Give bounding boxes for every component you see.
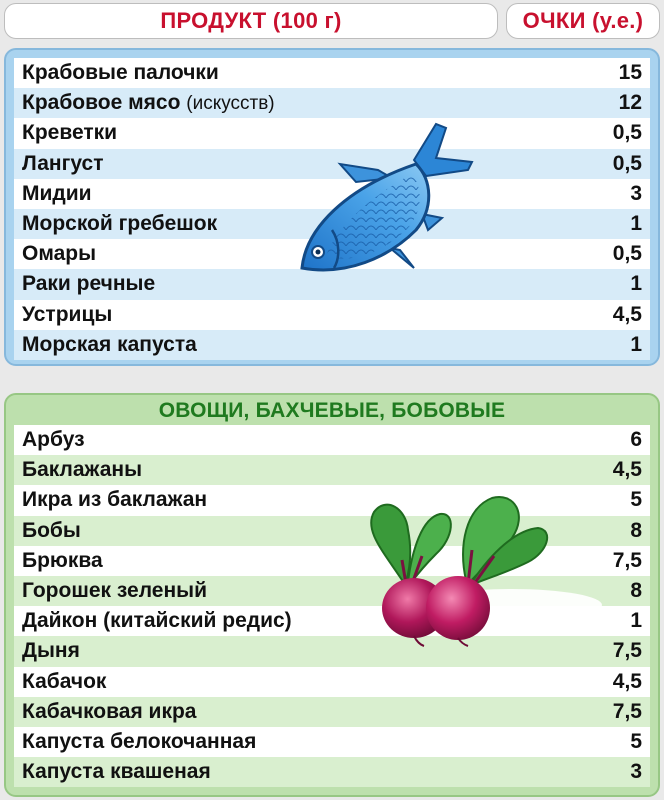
- product-note: (искусств): [186, 93, 275, 115]
- table-row: [14, 606, 650, 636]
- table-row: [14, 425, 650, 455]
- product-name: Раки речные: [22, 272, 156, 296]
- product-name: Омары: [22, 242, 97, 266]
- table-row: [14, 149, 650, 179]
- vegetables-list: [14, 425, 650, 787]
- vegetables-section: [4, 393, 660, 797]
- table-row: [14, 516, 650, 546]
- product-points: 15: [618, 61, 642, 85]
- table-row: [14, 455, 650, 485]
- table-row: [14, 757, 650, 787]
- product-name: Бобы: [22, 518, 81, 542]
- product-name: Икра из баклажан: [22, 488, 208, 512]
- product-points: 1: [630, 609, 642, 633]
- table-row: [14, 667, 650, 697]
- product-name: Арбуз: [22, 428, 85, 452]
- product-points: 3: [630, 181, 642, 205]
- product-points: 12: [618, 91, 642, 115]
- product-name: Морской гребешок: [22, 212, 218, 236]
- product-name: Горошек зеленый: [22, 579, 207, 603]
- product-name: Брюква: [22, 548, 103, 572]
- table-row: [14, 58, 650, 88]
- table-row: [14, 697, 650, 727]
- table-row: [14, 485, 650, 515]
- product-name: Баклажаны: [22, 458, 143, 482]
- product-name: Устрицы: [22, 302, 113, 326]
- product-points: 8: [630, 518, 642, 542]
- table-row: [14, 209, 650, 239]
- product-name: Мидии: [22, 181, 92, 205]
- table-row: [14, 300, 650, 330]
- product-name: Кабачок: [22, 669, 107, 693]
- product-name: Кабачковая икра: [22, 699, 197, 723]
- product-name: Крабовые палочки: [22, 61, 219, 85]
- product-header-label: ПРОДУКТ (100 г): [160, 8, 342, 33]
- product-name: Креветки: [22, 121, 118, 145]
- section-title: ОВОЩИ, БАХЧЕВЫЕ, БОБОВЫЕ: [158, 399, 506, 422]
- product-points: 7,5: [612, 639, 642, 663]
- product-points: 4,5: [612, 669, 642, 693]
- product-name: Капуста белокочанная: [22, 729, 257, 753]
- product-points: 4,5: [612, 458, 642, 482]
- points-header-label: ОЧКИ (у.е.): [522, 8, 644, 33]
- product-points: 5: [630, 488, 642, 512]
- table-row: [14, 576, 650, 606]
- product-name: Дайкон (китайский редис): [22, 609, 292, 633]
- product-points: 6: [630, 428, 642, 452]
- table-row: [14, 88, 650, 118]
- table-row: [14, 727, 650, 757]
- product-name: Дыня: [22, 639, 80, 663]
- points-column-header: [506, 3, 660, 39]
- product-points: 1: [630, 212, 642, 236]
- product-points: 5: [630, 729, 642, 753]
- product-points: 4,5: [612, 302, 642, 326]
- product-points: 7,5: [612, 548, 642, 572]
- table-row: [14, 546, 650, 576]
- table-row: [14, 118, 650, 148]
- product-points: 0,5: [612, 121, 642, 145]
- product-name: Лангуст: [22, 151, 104, 175]
- seafood-list: [14, 58, 650, 360]
- table-row: [14, 179, 650, 209]
- product-points: 8: [630, 579, 642, 603]
- product-points: 1: [630, 332, 642, 356]
- product-name: Морская капуста: [22, 332, 197, 356]
- product-name: Крабовое мясо (искусств): [22, 91, 275, 115]
- table-row: [14, 239, 650, 269]
- product-points: 1: [630, 272, 642, 296]
- product-column-header: [4, 3, 498, 39]
- product-name: Капуста квашеная: [22, 760, 211, 784]
- product-points: 0,5: [612, 242, 642, 266]
- product-points: 3: [630, 760, 642, 784]
- table-row: [14, 330, 650, 360]
- table-row: [14, 636, 650, 666]
- product-points: 7,5: [612, 699, 642, 723]
- product-points: 0,5: [612, 151, 642, 175]
- seafood-section: [4, 48, 660, 366]
- table-row: [14, 269, 650, 299]
